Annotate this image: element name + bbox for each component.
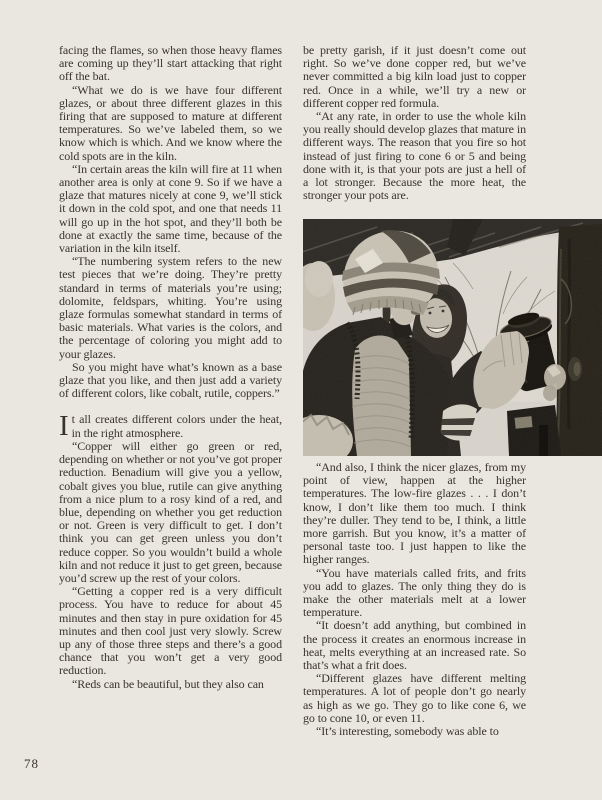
right-text-column-bottom (303, 461, 526, 738)
paragraph: It all creates different colors under the heat, in the right atmosphere. (59, 410, 282, 443)
paragraph: “And also, I think the nicer glazes, from my point of view, happen at the higher temperatures. The low-fire glazes . . . I don’t know, I don’t like them too much. I think they’re duller. They tend to be, I think, a little more garrish. But you know, it’s a matter of personal taste too. I just happen to like the higher ranges. (303, 460, 526, 567)
right-text-column-top (303, 44, 526, 202)
paragraph: “Reds can be beautiful, but they also can (72, 676, 264, 691)
paragraph: “In certain areas the kiln will fire at 11 when another area is only at cone 9. So if we have a glaze that matures nicely at cone 9, we’ll stick it down in the cold spot, and one that needs 11 will go up in the hot spot, and they’ll both be done at exactly the same time, because of the variation in the kiln itself. (59, 161, 282, 256)
page-number: 78 (24, 756, 39, 771)
paragraph: “Getting a copper red is a very difficult process. You have to reduce for about 45 minutes and then stay in pure oxidation for 45 minutes and then cool just very slowly. Screw up any of those three steps and there’s a good chance that you won’t get a very good reduction. (59, 584, 282, 678)
photo-illustration (303, 219, 602, 456)
paragraph: be pretty garish, if it just doesn’t come out right. So we’ve done copper red, but we’ve never committed a big kiln load just to copper red. Once in a while, we’ll try a new or different copper red formula. (303, 43, 526, 110)
paragraph: “Different glazes have different melting temperatures. A lot of people don’t go nearly as high as we go. They go to like cone 6, we go to cone 10, or even 11. (303, 671, 526, 725)
paragraph: So you might have what’s known as a base glaze that you like, and then just add a variety of different colors, like cobalt, rutile, coppers.” (59, 359, 282, 401)
paragraph: “At any rate, in order to use the whole kiln you really should develop glazes that mature in different ways. The reason that you fire so hot instead of just firing to cone 6 or 5 and being done with it, is that your pots are just a hell of a lot stronger. Because the more heat, the stronger your pots are. (303, 109, 526, 203)
paragraph: “Copper will either go green or red, depending on whether or not you’ve got proper reduction. Benadium will give you a yellow, cobalt gives you blue, rutile can give anything from a nice plum to a rosy kind of a red, and blue, depending on whether you get reduction or not. Green is very difficult to get. I don’t think you can get green unless you don’t reduce copper. So you wouldn’t build a whole kiln and not reduce it just to get green, because you’d screw up the rest of your colors. (59, 438, 282, 585)
paragraph: “You have materials called frits, and frits you add to glazes. The only thing they do is make the other materials melt at a lower temperature. (303, 565, 526, 620)
paragraph: “It doesn’t add anything, but combined in the process it creates an enormous increase in heat, melts everything at an increased rate. So that’s what a frit does. (303, 618, 526, 673)
photo-two-women-with-pot (303, 219, 602, 456)
paragraph: “What we do is we have four different glazes, or about three different glazes in this firing that are supposed to mature at different temperatures. So we’ve labeled them, so we know which is which. And we know where the cold spots are in the kiln. (59, 82, 282, 163)
paragraph: “It’s interesting, somebody was able to (316, 724, 499, 739)
drop-cap: I (59, 410, 69, 443)
paragraph: facing the flames, so when those heavy flames are coming up they’ll start attacking that right off the bat. (59, 43, 282, 84)
left-text-column (59, 44, 282, 691)
paragraph: “The numbering system refers to the new test pieces that we’re doing. They’re pretty standard in terms of materials you’re using; dolomite, feldspars, whiting. You’re using glaze formulas somewhat standard in terms of basic materials. What varies is the colors, and the percentage of coloring you might add to your glazes. (59, 254, 282, 361)
